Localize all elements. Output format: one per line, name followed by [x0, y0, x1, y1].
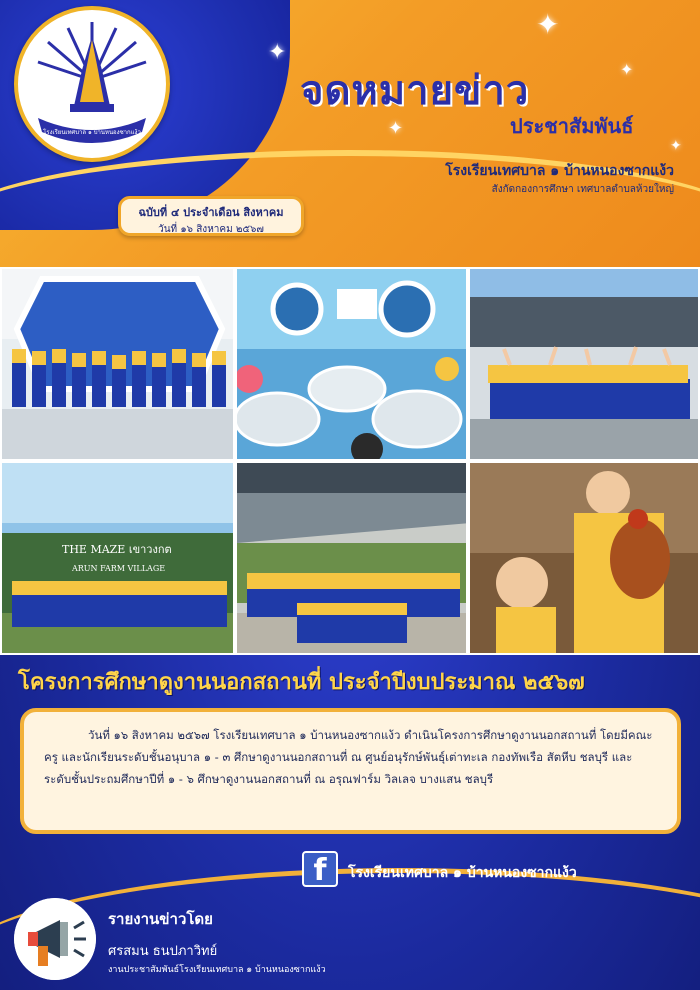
logo-ring-text: โรงเรียนเทศบาล ๑ บ้านหนองซากแง้ว	[43, 129, 141, 136]
project-banner	[0, 664, 700, 698]
school-affiliation: สังกัดกองการศึกษา เทศบาลตำบลห้วยใหญ่	[491, 184, 674, 195]
facebook-page-link[interactable]: โรงเรียนเทศบาล ๑ บ้านหนองซากแง้ว	[348, 865, 577, 881]
sparkle-icon: ✦	[536, 8, 560, 41]
issue-info-box	[118, 196, 304, 236]
school-logo	[14, 6, 170, 162]
maze-sign-text: THE MAZE เขาวงกต	[62, 543, 172, 556]
photo-students-cheering	[468, 267, 700, 461]
issue-date: วันที่ ๑๖ สิงหาคม ๒๕๖๗	[158, 224, 264, 235]
reporter-role: งานประชาสัมพันธ์โรงเรียนเทศบาล ๑ บ้านหนองซากแง้ว	[108, 965, 326, 975]
arun-farm-sign-text: ARUN FARM VILLAGE	[72, 564, 166, 573]
project-title: โครงการศึกษาดูงานนอกสถานที่ ประจำปีงบประมาณ ๒๕๖๗	[18, 670, 585, 695]
photo-student-holding-chicken	[468, 461, 700, 655]
sparkle-icon: ✦	[268, 40, 287, 65]
footer-gold-curve	[0, 868, 700, 990]
sparkle-icon: ✦	[620, 60, 634, 79]
school-name: โรงเรียนเทศบาล ๑ บ้านหนองซากแง้ว	[445, 163, 674, 179]
issue-number: ฉบับที่ ๔ ประจำเดือน สิงหาคม	[138, 206, 284, 219]
school-logo-emblem	[18, 10, 166, 158]
sparkle-icon: ✦	[670, 138, 682, 154]
content-box	[20, 708, 681, 834]
sparkle-icon: ✦	[388, 118, 404, 139]
megaphone-icon	[14, 898, 96, 980]
photo-farm-shelter-group	[235, 461, 468, 655]
reporter-name: ศรสมน ธนปภาวิทย์	[108, 944, 218, 959]
newsletter-title: จดหมายข่าว	[300, 68, 530, 114]
photo-aquarium-tanks	[235, 267, 468, 461]
facebook-icon[interactable]: f	[302, 851, 338, 887]
photo-turtle-center-group	[0, 267, 235, 461]
newsletter-subtitle: ประชาสัมพันธ์	[510, 114, 634, 138]
photo-maze-arun-farm	[0, 461, 235, 655]
content-body: วันที่ ๑๖ สิงหาคม ๒๕๖๗ โรงเรียนเทศบาล ๑ บ้านหนองซากแง้ว ดำเนินโครงการศึกษาดูงานนอกสถานที่ โดยมีคณะครู และนักเรียนระดับชั้นอนุบาล ๑ - ๓ ศึกษาดูงานนอกสถานที่ ณ ศูนย์อนุรักษ์พันธุ์เต่าทะเล กองทัพเรือ สัตหีบ ชลบุรี และระดับชั้นประถมศึกษาปีที่ ๑ - ๖ ศึกษาดูงานนอกสถานที่ ณ อรุณฟาร์ม วิลเลจ บางแสน ชลบุรี	[44, 728, 653, 786]
reporter-label: รายงานข่าวโดย	[108, 910, 213, 928]
